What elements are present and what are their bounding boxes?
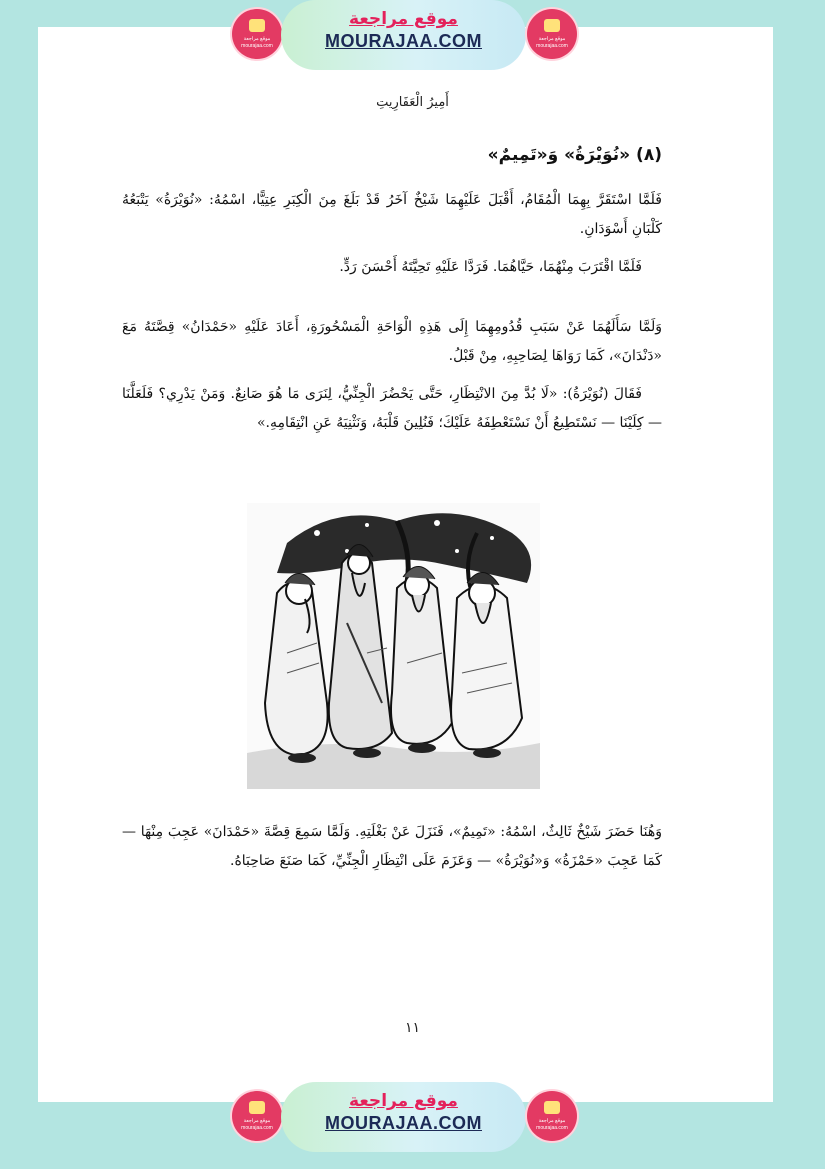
site-name-ar: موقع مراجعة: [349, 1091, 458, 1111]
site-logo-left[interactable]: [232, 9, 282, 59]
logo-caption-en: mourajaa.com: [241, 43, 273, 49]
illustration-four-elders: [247, 503, 540, 789]
book-icon: [249, 1101, 265, 1114]
logo-caption-en: mourajaa.com: [536, 43, 568, 49]
logo-caption-en: mourajaa.com: [241, 1125, 273, 1131]
section-heading: (٨) «نُوَيْرَةُ» وَ«تَمِيمٌ»: [487, 145, 662, 165]
bottom-banner: [0, 1082, 825, 1152]
logo-caption-ar: موقع مراجعة: [243, 36, 271, 42]
site-name-en: MOURAJAA.COM: [325, 1113, 482, 1133]
site-logo-right[interactable]: [527, 1091, 577, 1141]
page-number: ١١: [404, 1020, 421, 1036]
paragraph-5: وَهُنَا حَضَرَ شَيْخٌ ثَالِثٌ، اسْمُهُ: «تَمِيمٌ»، فَنَزَلَ عَنْ بَغْلَتِهِ. وَلَمَّا سَمِعَ قِصَّةَ «حَمْدَانَ» عَجِبَ مِنْهَا — كَمَا عَجِبَ «حَمْزَةُ» وَ«نُوَيْرَةُ» — وَعَزَمَ عَلَى انْتِظَارِ الْجِنِّيِّ، كَمَا صَنَعَ صَاحِبَاهُ.: [122, 824, 662, 869]
book-title: أَمِيرُ الْعَفَارِيتِ: [376, 95, 449, 110]
site-logo-left[interactable]: [232, 1091, 282, 1141]
book-icon: [544, 1101, 560, 1114]
site-logo-right[interactable]: [527, 9, 577, 59]
book-icon: [249, 19, 265, 32]
paragraph-4: فَقَالَ (نُوَيْرَةُ): «لَا بُدَّ مِنَ الانْتِظَارِ، حَتَّى يَحْضُرَ الْجِنِّيُّ، لِنَرَى مَا هُوَ صَانِعٌ. وَمَنْ يَدْرِي؟ فَلَعَلَّنَا — كِلَيْنَا — نَسْتَطِيعُ أَنْ نَسْتَعْطِفَهُ عَلَيْكَ؛ فَنُلِينَ قَلْبَهُ، وَنَثْنِيَهُ عَنِ انْتِقَامِهِ.»: [122, 386, 662, 431]
paragraph-1: فَلَمَّا اسْتَقَرَّ بِهِمَا الْمُقَامُ، أَقْبَلَ عَلَيْهِمَا شَيْخٌ آخَرُ قَدْ بَلَغَ مِنَ الْكِبَرِ عِتِيًّا، اسْمُهُ: «نُوَيْرَةُ» يَتْبَعُهُ كَلْبَانِ أَسْوَدَانِ.: [122, 192, 662, 237]
logo-caption-ar: موقع مراجعة: [243, 1118, 271, 1124]
logo-caption-en: mourajaa.com: [536, 1125, 568, 1131]
top-banner: [0, 0, 825, 70]
elders-drawing: [247, 503, 540, 789]
paragraph-3: وَلَمَّا سَأَلَهُمَا عَنْ سَبَبِ قُدُومِهِمَا إِلَى هَذِهِ الْوَاحَةِ الْمَسْحُورَةِ، أَعَادَ عَلَيْهِ «حَمْدَانُ» قِصَّتَهُ مَعَ «دَنْدَانَ»، كَمَا رَوَاهَا لِصَاحِبِهِ، مِنْ قَبْلُ.: [122, 319, 662, 364]
site-name-ar: موقع مراجعة: [349, 9, 458, 29]
logo-caption-ar: موقع مراجعة: [538, 1118, 566, 1124]
logo-caption-ar: موقع مراجعة: [538, 36, 566, 42]
site-name-en: MOURAJAA.COM: [325, 31, 482, 51]
book-icon: [544, 19, 560, 32]
site-link[interactable]: [281, 1082, 526, 1152]
paragraph-2: فَلَمَّا اقْتَرَبَ مِنْهُمَا، حَيَّاهُمَا. فَرَدَّا عَلَيْهِ تَحِيَّتَهُ أَحْسَنَ رَدٍّ.: [339, 259, 642, 275]
site-link[interactable]: [281, 0, 526, 70]
